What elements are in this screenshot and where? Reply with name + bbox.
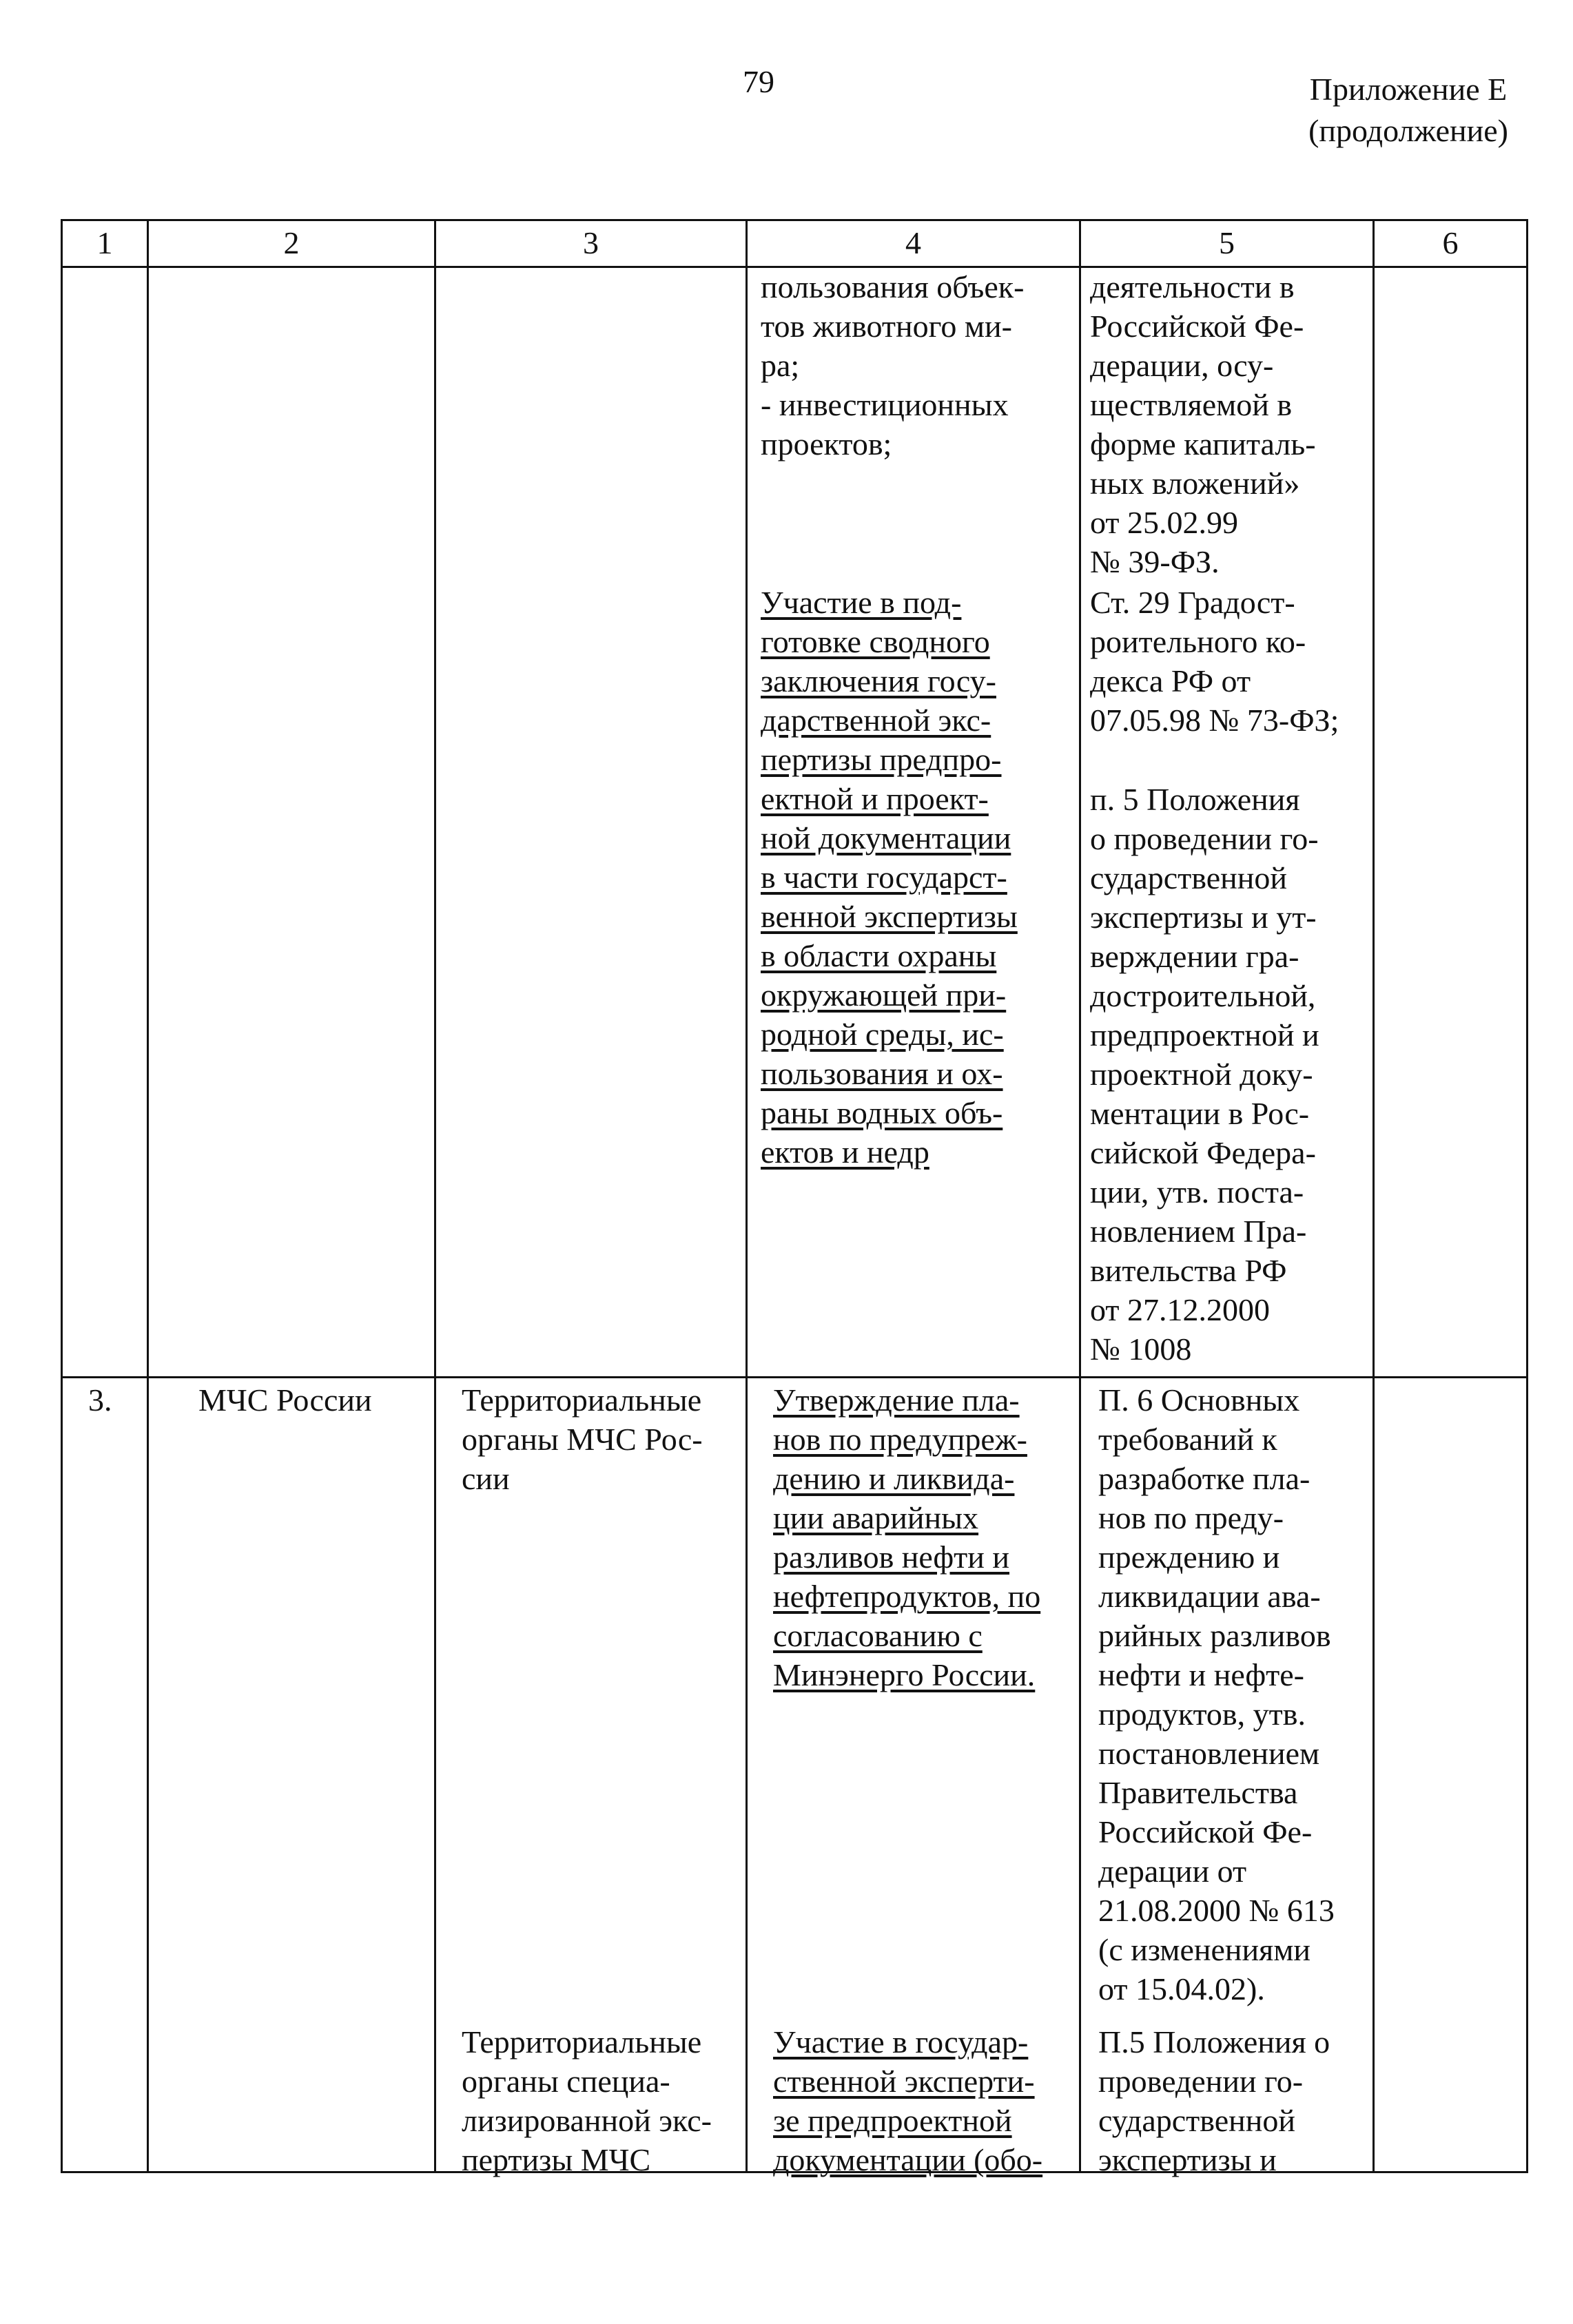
col-border-3 [746, 219, 748, 2173]
col-border-0 [61, 219, 63, 2173]
row3-col4-text-2: Участие в государ- ственной эксперти- зе предпроектной документации (обо- [773, 2024, 1043, 2177]
row3-number: 3. [88, 1382, 112, 1418]
column-header-3: 3 [583, 225, 599, 260]
col-border-5 [1372, 219, 1375, 2173]
cont-col5-text-3: п. 5 Положения о проведении го- сударственной экспертизы и ут- верждении гра- достроительной, предпроектной и проектной доку- ментации в Рос- сийской Федера- ции, утв. поста- новлением Пра- вительства РФ от 27.12.2000 № 1008 [1090, 782, 1319, 1367]
row3-col5-text-2: П.5 Положения о проведении го- сударственной экспертизы и [1098, 2024, 1330, 2177]
column-header-1: 1 [96, 225, 113, 260]
row3-ministry: МЧС России [198, 1382, 372, 1418]
page-number: 79 [743, 64, 774, 99]
column-header-2: 2 [283, 225, 300, 260]
cont-col4-text-1: пользования объек- тов животного ми- ра; - инвестиционных проектов; [761, 269, 1025, 461]
row-separator [61, 1376, 1528, 1378]
cont-col4-text-2: Участие в под- готовке сводного заключения госу- дарственной экс- пертизы предпро- ектной и проект- ной документации в части государст- венной экспертизы в области охраны окружающей при- родной среды, ис- пользования и ох- раны водных объ- ектов и недр [761, 585, 1018, 1170]
cont-col5-text-1: деятельности в Российской Фе- дерации, осу- ществляемой в форме капиталь- ных вложений» от 25.02.99 № 39-ФЗ. [1090, 269, 1316, 579]
row3-col4-text-1: Утверждение пла- нов по предупреж- дению и ликвида- ции аварийных разливов нефти и нефтепродуктов, по согласованию с Минэнерго России. [773, 1382, 1041, 1692]
appendix-label [1308, 69, 1508, 152]
col-border-6 [1526, 219, 1528, 2173]
row3-col5-text-1: П. 6 Основных требований к разработке пла- нов по преду- преждению и ликвидации ава- рийных разливов нефти и нефте- продуктов, утв. постановлением Правительства Российской Фе- дерации от 21.08.2000 № 613 (с изменениями от 15.04.02). [1098, 1382, 1335, 2006]
column-header-4: 4 [905, 225, 921, 260]
row3-col3-text-2: Территориальные органы специа- лизированной экс- пертизы МЧС [462, 2024, 712, 2177]
row3-col3-text-1: Территориальные органы МЧС Рос- сии [462, 1382, 703, 1496]
appendix-subtitle: (продолжение) [1308, 113, 1508, 148]
column-header-6: 6 [1442, 225, 1459, 260]
col-border-1 [147, 219, 149, 2173]
col-border-4 [1079, 219, 1081, 2173]
column-header-5: 5 [1219, 225, 1235, 260]
col-border-2 [434, 219, 436, 2173]
appendix-title: Приложение Е [1309, 72, 1508, 107]
cont-col5-text-2: Ст. 29 Градост- роительного ко- декса РФ от 07.05.98 № 73-ФЗ; [1090, 585, 1339, 738]
